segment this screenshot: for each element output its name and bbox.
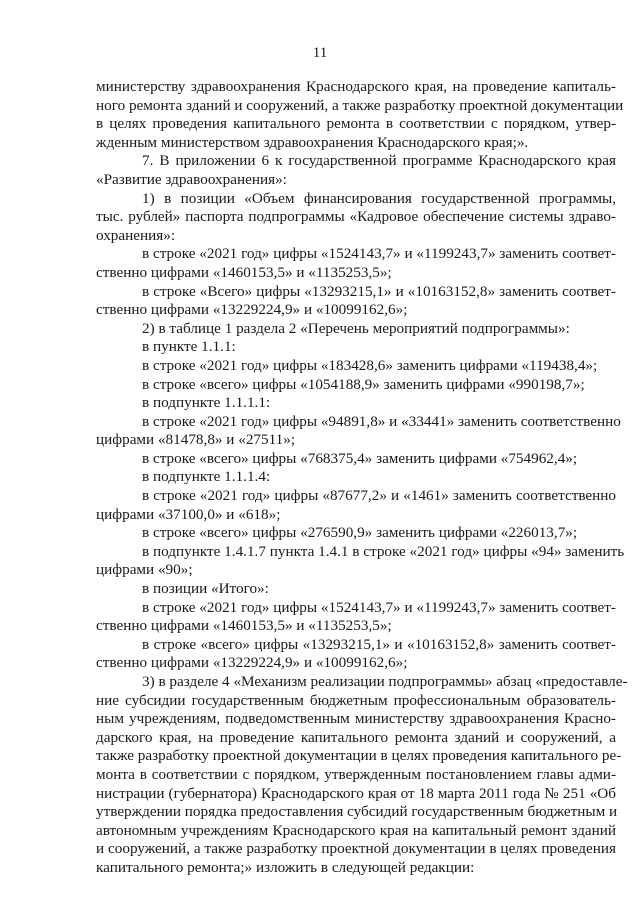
text-line: жденным министерством здравоохранения Краснодарского края;». [96, 133, 529, 151]
text-line: 3) в разделе 4 «Механизм реализации подпрограммы» абзац «предоставле- [142, 673, 628, 690]
text-line: в строке «2021 год» цифры «1524143,7» и «1199243,7» заменить соответ- [142, 245, 616, 263]
text-line: в подпункте 1.1.1.4: [142, 468, 271, 486]
text-line: в строке «всего» цифры «768375,4» заменить цифрами «754962,4»; [142, 449, 578, 467]
text-line: в позиции «Итого»: [142, 580, 269, 598]
text-line: в пункте 1.1.1: [142, 338, 236, 356]
text-line: и сооружений, а также разработку проектной документации в целях проведения [96, 840, 616, 858]
text-line: тыс. рублей» паспорта подпрограммы «Кадровое обеспечение системы здраво- [96, 208, 616, 226]
text-line: в строке «всего» цифры «276590,9» заменить цифрами «226013,7»; [142, 524, 578, 542]
text-line: цифрами «37100,0» и «618»; [96, 505, 281, 523]
text-line: также разработку проектной документации в целях проведения капитального ре- [96, 747, 622, 765]
text-line: охранения»: [96, 226, 176, 244]
text-line: в строке «2021 год» цифры «183428,6» заменить цифрами «119438,4»; [142, 356, 598, 374]
text-line: ственно цифрами «13229224,9» и «10099162,6»; [96, 654, 408, 672]
text-line: монта в соответствии с порядком, утвержденным постановлением главы адми- [96, 765, 616, 783]
text-line: 2) в таблице 1 раздела 2 «Перечень мероприятий подпрограммы»: [142, 319, 570, 337]
page-number: 11 [312, 45, 328, 61]
text-line: капитального ремонта;» изложить в следующей редакции: [96, 858, 475, 876]
text-line: министерству здравоохранения Краснодарского края, на проведение капиталь- [96, 78, 616, 95]
text-line: в подпункте 1.4.1.7 пункта 1.4.1 в строке «2021 год» цифры «94» заменить [142, 542, 625, 560]
text-line: ного ремонта зданий и сооружений, а также разработку проектной документации [96, 96, 624, 114]
text-line: утверждении порядка предоставления субсидий государственным бюджетным и [96, 803, 618, 821]
text-line: ственно цифрами «1460153,5» и «1135253,5»; [96, 617, 392, 635]
text-line: ным учреждениям, подведомственным министерству здравоохранения Красно- [96, 710, 616, 728]
text-line: в строке «всего» цифры «13293215,1» и «10163152,8» заменить соответ- [142, 635, 616, 653]
text-line: в целях проведения капитального ремонта в соответствии с порядком, утвер- [96, 115, 616, 133]
text-line: цифрами «90»; [96, 561, 193, 579]
text-line: «Развитие здравоохранения»: [96, 170, 287, 188]
text-line: дарского края, на проведение капитального ремонта зданий и сооружений, а [96, 728, 616, 746]
text-line: в подпункте 1.1.1.1: [142, 394, 271, 412]
text-line: цифрами «81478,8» и «27511»; [96, 431, 296, 449]
text-line: нистрации (губернатора) Краснодарского края от 18 марта 2011 года № 251 «Об [96, 784, 616, 802]
text-line: ственно цифрами «1460153,5» и «1135253,5»; [96, 263, 392, 281]
text-line: 7. В приложении 6 к государственной программе Краснодарского края [142, 152, 616, 170]
text-line: в строке «2021 год» цифры «94891,8» и «33441» заменить соответственно [142, 412, 621, 430]
text-line: в строке «2021 год» цифры «87677,2» и «1461» заменить соответственно [142, 487, 616, 505]
document-body [96, 78, 628, 878]
text-line: в строке «2021 год» цифры «1524143,7» и «1199243,7» заменить соответ- [142, 598, 616, 616]
text-line: 1) в позиции «Объем финансирования государственной программы, [142, 189, 616, 207]
text-line: ственно цифрами «13229224,9» и «10099162,6»; [96, 301, 408, 319]
text-line: ние субсидии государственным бюджетным профессиональным образователь- [96, 691, 616, 709]
text-line: в строке «Всего» цифры «13293215,1» и «10163152,8» заменить соответ- [142, 282, 616, 300]
text-line: автономным учреждениям Краснодарского края на капитальный ремонт зданий [96, 821, 616, 839]
text-line: в строке «всего» цифры «1054188,9» заменить цифрами «990198,7»; [142, 375, 585, 393]
